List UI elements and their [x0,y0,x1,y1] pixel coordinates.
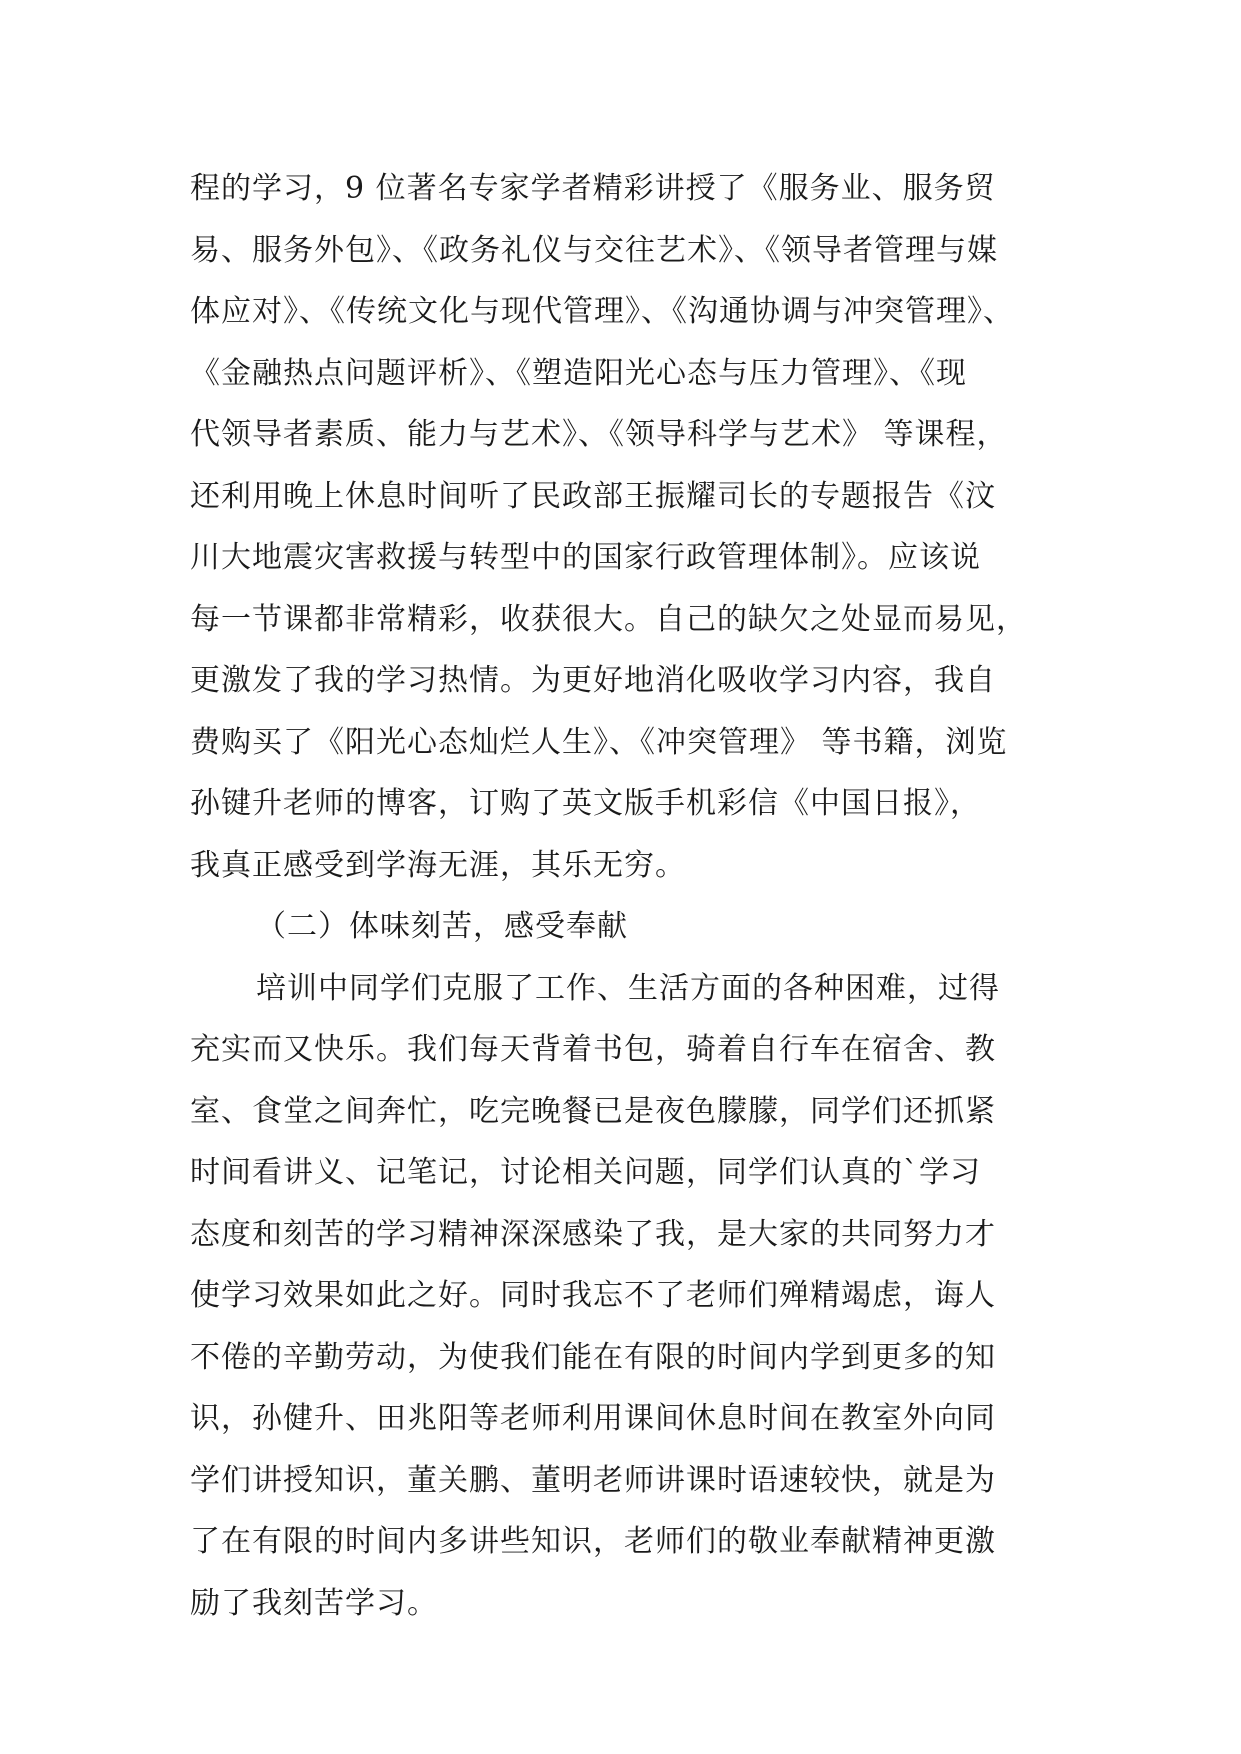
text-line: 不倦的辛勤劳动，为使我们能在有限的时间内学到更多的知 [190,1339,996,1375]
text-line: 室、食堂之间奔忙，吃完晚餐已是夜色朦朦，同学们还抓紧 [190,1093,996,1129]
text-line: 识，孙健升、田兆阳等老师利用课间休息时间在教室外向同 [190,1401,996,1436]
text-line: 程的学习，9 位著名专家学者精彩讲授了《服务业、服务贸 [190,171,996,206]
text-line: 易、服务外包》、《政务礼仪与交往艺术》、《领导者管理与媒 [190,232,998,268]
text-line: 我真正感受到学海无涯，其乐无穷。 [190,847,686,883]
text-line: 励了我刻苦学习。 [190,1585,438,1621]
text-line: 每一节课都非常精彩，收获很大。自己的缺欠之处显而易见， [190,601,1027,637]
text-line: 孙键升老师的博客，订购了英文版手机彩信《中国日报》， [190,786,981,821]
text-line: 充实而又快乐。我们每天背着书包，骑着自行车在宿舍、教 [190,1032,996,1067]
text-line: 了在有限的时间内多讲些知识，老师们的敬业奉献精神更激 [190,1524,996,1559]
text-line: 使学习效果如此之好。同时我忘不了老师们殚精竭虑，诲人 [190,1278,996,1313]
text-line: 态度和刻苦的学习精神深深感染了我，是大家的共同努力才 [190,1216,996,1252]
text-line: 时间看讲义、记笔记，讨论相关问题，同学们认真的`学习 [190,1155,981,1190]
text-line: 更激发了我的学习热情。为更好地消化吸收学习内容，我自 [190,663,996,698]
section-heading: （二）体味刻苦，感受奉献 [256,909,628,944]
text-line: 川大地震灾害救援与转型中的国家行政管理体制》。应该说 [190,540,981,575]
text-line: 还利用晚上休息时间听了民政部王振耀司长的专题报告《汶 [190,478,996,514]
text-line: 体应对》、《传统文化与现代管理》、《沟通协调与冲突管理》、 [190,294,1014,329]
text-line: 《金融热点问题评析》、《塑造阳光心态与压力管理》、《现 [190,355,967,391]
text-line: 代领导者素质、能力与艺术》、《领导科学与艺术》 等课程， [190,417,1008,452]
text-line: 培训中同学们克服了工作、生活方面的各种困难，过得 [256,970,1000,1006]
document-body [190,158,1090,1634]
text-line: 费购买了《阳光心态灿烂人生》、《冲突管理》 等书籍，浏览 [190,724,1008,760]
text-line: 学们讲授知识，董关鹏、董明老师讲课时语速较快，就是为 [190,1462,996,1498]
